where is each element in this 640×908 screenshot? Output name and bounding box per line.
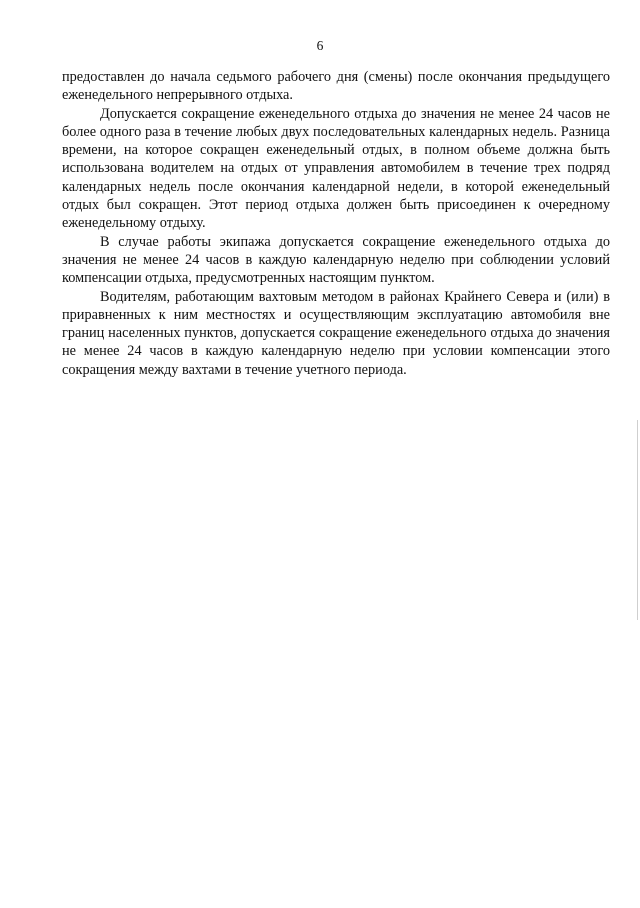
scan-edge-mark bbox=[637, 420, 638, 620]
document-body bbox=[62, 68, 610, 379]
paragraph-weekly-rest-reduction: Допускается сокращение еженедельного отдыха до значения не менее 24 часов не более одного раза в течение любых двух последовательных календарных недель. Разница времени, на которое сокращен еженедельный отдых, в полном объеме должна быть использована водителем на отдых от управления автомобилем в течение трех подряд календарных недель после окончания календарной недели, в которой еженедельный отдых был сокращен. Этот период отдыха должен быть присоединен к очередному еженедельному отдыху. bbox=[62, 105, 610, 232]
paragraph-rotational-drivers: Водителям, работающим вахтовым методом в районах Крайнего Севера и (или) в приравненных к ним местностях и осуществляющим эксплуатацию автомобиля вне границ населенных пунктов, допускается сокращение еженедельного отдыха до значения не менее 24 часов в каждую календарную неделю при условии компенсации этого сокращения между вахтами в течение учетного периода. bbox=[62, 288, 610, 378]
paragraph-crew-work: В случае работы экипажа допускается сокращение еженедельного отдыха до значения не менее 24 часов в каждую календарную неделю при соблюдении условий компенсации отдыха, предусмотренных настоящим пунктом. bbox=[62, 233, 610, 287]
page-number: 6 bbox=[316, 38, 324, 53]
paragraph-continuation: предоставлен до начала седьмого рабочего дня (смены) после окончания предыдущего еженедельного непрерывного отдыха. bbox=[62, 69, 610, 104]
